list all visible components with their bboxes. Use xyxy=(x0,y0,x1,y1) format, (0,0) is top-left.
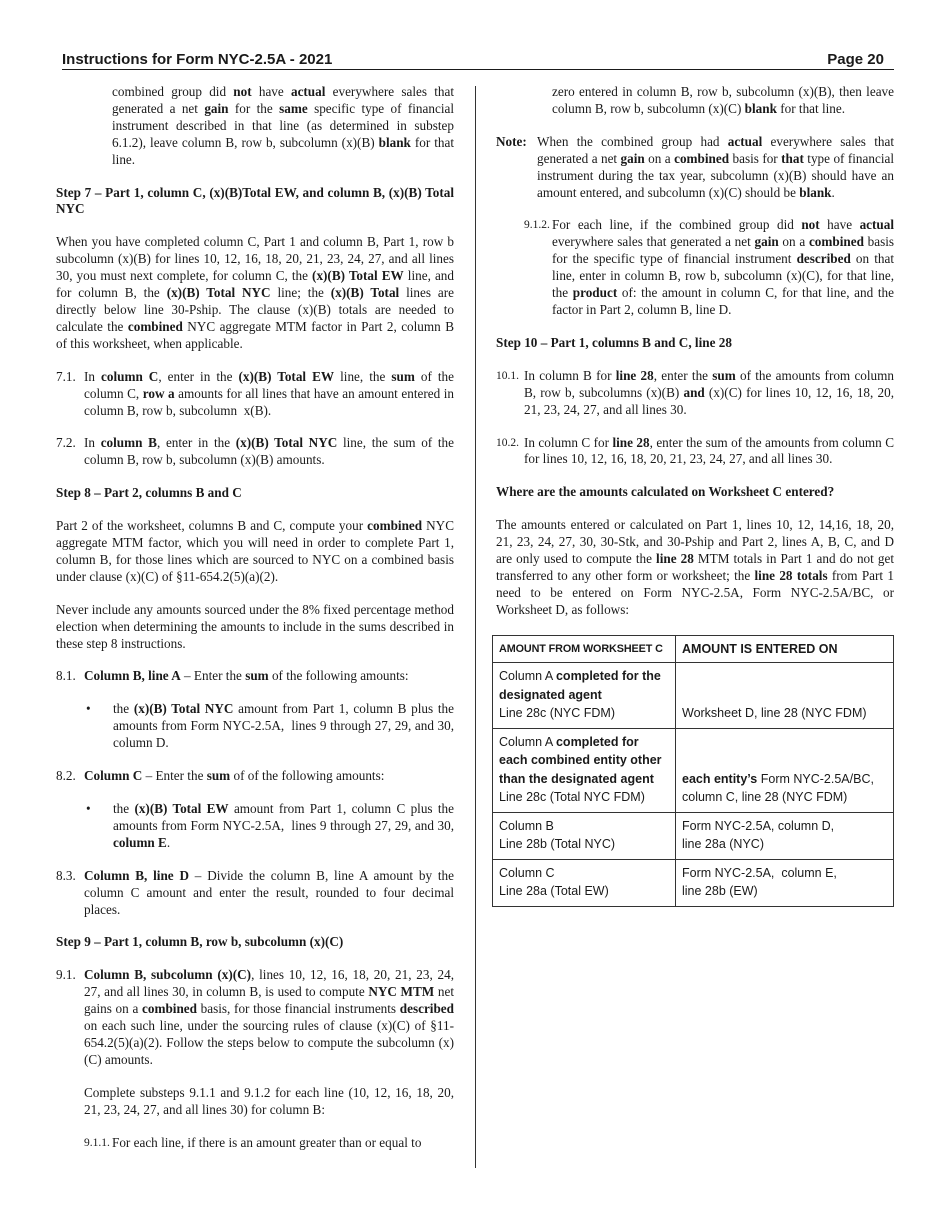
bullet-mark: • xyxy=(86,801,91,816)
bullet-8-1 xyxy=(56,701,454,752)
bullet-text: the (x)(B) Total NYC amount from Part 1, column B plus the amounts from Form NYC-2.5A, lines 9 through 27, 29, and 30, column D. xyxy=(113,701,454,751)
bullet-8-2 xyxy=(56,801,454,852)
note-label: Note: xyxy=(496,133,527,149)
table-cell-to: each entity’s Form NYC-2.5A/BC, column C, line 28 (NYC FDM) xyxy=(676,728,894,812)
item-8-1 xyxy=(56,668,454,685)
right-column xyxy=(496,84,894,907)
table-cell-from: Column A completed for the designated agent Line 28c (NYC FDM) xyxy=(493,663,676,729)
item-10-2 xyxy=(496,435,894,469)
item-number: 8.1. xyxy=(56,668,76,684)
item-9-1-paragraph: Complete substeps 9.1.1 and 9.1.2 for each line (10, 12, 16, 18, 20, 21, 23, 24, 27, and all lines 30) for column B: xyxy=(84,1084,454,1117)
step10-heading: Step 10 – Part 1, columns B and C, line 28 xyxy=(496,334,732,350)
table-cell-to: Form NYC-2.5A, column E, line 28b (EW) xyxy=(676,859,894,906)
item-9-1-1 xyxy=(56,1135,454,1152)
item-text: For each line, if the combined group did not have actual everywhere sales that generated a net gain on a combined basis for the specific type of financial instrument described on that line, enter in column B, row b, subcolumn (x)(C), for that line, the product of: the amount in column C, for that line, and the factor in Part 2, column B, line D. xyxy=(552,217,895,317)
table-row xyxy=(493,859,894,906)
item-text: Column B, line A – Enter the sum of the following amounts: xyxy=(84,668,409,684)
table-cell-from: Column C Line 28a (Total EW) xyxy=(493,859,676,906)
step7-paragraph: When you have completed column C, Part 1 and column B, Part 1, row b subcolumn (x)(B) for lines 10, 12, 16, 18, 20, 21, 23, 24, 27, and all lines 30, you must next complete, for column C, the (x)(B) Total EW line, and for column B, the (x)(B) Total NYC line; the (x)(B) Total lines are directly below line 30-Pship. The clause (x)(B) totals are needed to calculate the combined NYC aggregate MTM factor in Part 2, column B of this worksheet, when applicable. xyxy=(56,234,454,351)
step8-heading: Step 8 – Part 2, columns B and C xyxy=(56,485,242,501)
page-header xyxy=(62,51,894,70)
note-block xyxy=(496,134,894,202)
where-paragraph: The amounts entered or calculated on Part 1, lines 10, 12, 14,16, 18, 20, 21, 23, 24, 27, 30, 30-Stk, and 30-Pship and Part 2, lines A, B, C, and D are only used to compute the line 28 MTM totals in Part 1 and do not get transferred to any other form or worksheet; the line 28 totals from Part 1 need to be entered on Form NYC-2.5A, Form NYC-2.5A/BC, or Worksheet D, as follows: xyxy=(496,517,894,617)
item-number: 10.2. xyxy=(496,436,519,449)
table-cell-to: Form NYC-2.5A, column D, line 28a (NYC) xyxy=(676,812,894,859)
item-number: 8.3. xyxy=(56,867,76,883)
item-text: In column C, enter in the (x)(B) Total EW line, the sum of the column C, row a amounts for all lines that have an amount entered in column B, row b, subcolumn x(B). xyxy=(84,368,454,418)
item-text: In column B for line 28, enter the sum of the amounts from column B, row b, subcolumns (x)(B) and (x)(C) for lines 10, 12, 16, 18, 20, 21, 23, 24, 27, and all lines 30. xyxy=(524,367,895,417)
item-text: In column B, enter in the (x)(B) Total NYC line, the sum of the column B, row b, subcolumn (x)(B) amounts. xyxy=(84,435,454,468)
continued-paragraph: zero entered in column B, row b, subcolumn (x)(B), then leave column B, row b, subcolumn (x)(C) blank for that line. xyxy=(552,84,894,116)
note-text: When the combined group had actual everywhere sales that generated a net gain on a combined basis for that type of financial instrument during the tax year, subcolumn (x)(B) should have an amount entered, and subcolumn (x)(C) should be blank. xyxy=(537,133,895,200)
table-row xyxy=(493,663,894,729)
item-number: 7.1. xyxy=(56,368,76,384)
bullet-mark: • xyxy=(86,701,91,717)
step8-paragraph-1: Part 2 of the worksheet, columns B and C, compute your combined NYC aggregate MTM factor, which you will need in order to complete Part 1, column B, for those lines which are sourced to NYC on a combined basis under clause (x)(C) of §11-654.2(5)(a)(2). xyxy=(56,518,454,584)
item-7-2 xyxy=(56,435,454,469)
item-7-1 xyxy=(56,369,454,420)
table-cell-from: Column A completed for each combined entity other than the designated agent Line 28c (Total NYC FDM) xyxy=(493,728,676,812)
item-number: 7.2. xyxy=(56,435,76,451)
left-column xyxy=(56,84,454,1168)
page-number: Page 20 xyxy=(827,51,884,68)
table-header: AMOUNT IS ENTERED ON xyxy=(676,635,894,663)
item-text: Column C – Enter the sum of of the following amounts: xyxy=(84,768,385,784)
item-text: Column B, line D – Divide the column B, line A amount by the column C amount and enter the result, rounded to four decimal places. xyxy=(84,867,454,917)
item-text: Column B, subcolumn (x)(C), lines 10, 12, 16, 18, 20, 21, 23, 24, 27, and all lines 30, in column B, is used to compute NYC MTM net gains on a combined basis, for those financial instruments described on each such line, under the sourcing rules of clause (x)(C) of §11-654.2(5)(a)(2). Follow the steps below to compute the subcolumn (x)(C) amounts. xyxy=(84,967,454,1067)
item-8-3 xyxy=(56,868,454,919)
step7-heading: Step 7 – Part 1, column C, (x)(B)Total EW, and column B, (x)(B) Total NYC xyxy=(56,184,454,217)
bullet-text: the (x)(B) Total EW amount from Part 1, column C plus the amounts from Form NYC-2.5A, lines 9 through 27, 29, and 30, column E. xyxy=(113,801,454,850)
table-cell-to: Worksheet D, line 28 (NYC FDM) xyxy=(676,663,894,729)
item-9-1-2 xyxy=(496,217,894,318)
item-8-2 xyxy=(56,768,454,785)
item-number: 9.1.2. xyxy=(524,219,550,232)
document-title: Instructions for Form NYC-2.5A - 2021 xyxy=(62,51,333,68)
amount-table xyxy=(492,635,894,907)
item-10-1 xyxy=(496,368,894,419)
item-text: In column C for line 28, enter the sum of the amounts from column C for lines 10, 12, 16, 18, 20, 21, 23, 24, 27, and all lines 30. xyxy=(524,434,894,467)
step9-heading: Step 9 – Part 1, column B, row b, subcolumn (x)(C) xyxy=(56,934,344,950)
item-9-1 xyxy=(56,967,454,1068)
where-heading: Where are the amounts calculated on Worksheet C entered? xyxy=(496,484,835,500)
step8-paragraph-2: Never include any amounts sourced under the 8% fixed percentage method election when determining the amounts to include in the sums described in these step 8 instructions. xyxy=(56,601,454,651)
item-number: 9.1.1. xyxy=(84,1136,110,1149)
item-number: 9.1. xyxy=(56,967,76,983)
item-number: 10.1. xyxy=(496,369,519,382)
item-text: For each line, if there is an amount greater than or equal to xyxy=(112,1134,422,1150)
item-number: 8.2. xyxy=(56,768,76,784)
table-header-row xyxy=(493,635,894,663)
table-header: AMOUNT FROM WORKSHEET C xyxy=(493,635,676,663)
column-divider xyxy=(475,86,476,1168)
table-cell-from: Column B Line 28b (Total NYC) xyxy=(493,812,676,859)
table-row xyxy=(493,728,894,812)
table-row xyxy=(493,812,894,859)
continued-paragraph: combined group did not have actual everywhere sales that generated a net gain for the same specific type of financial instrument described in that line (as determined in substep 6.1.2), leave column B, row b, subcolumn (x)(B) blank for that line. xyxy=(112,84,455,167)
